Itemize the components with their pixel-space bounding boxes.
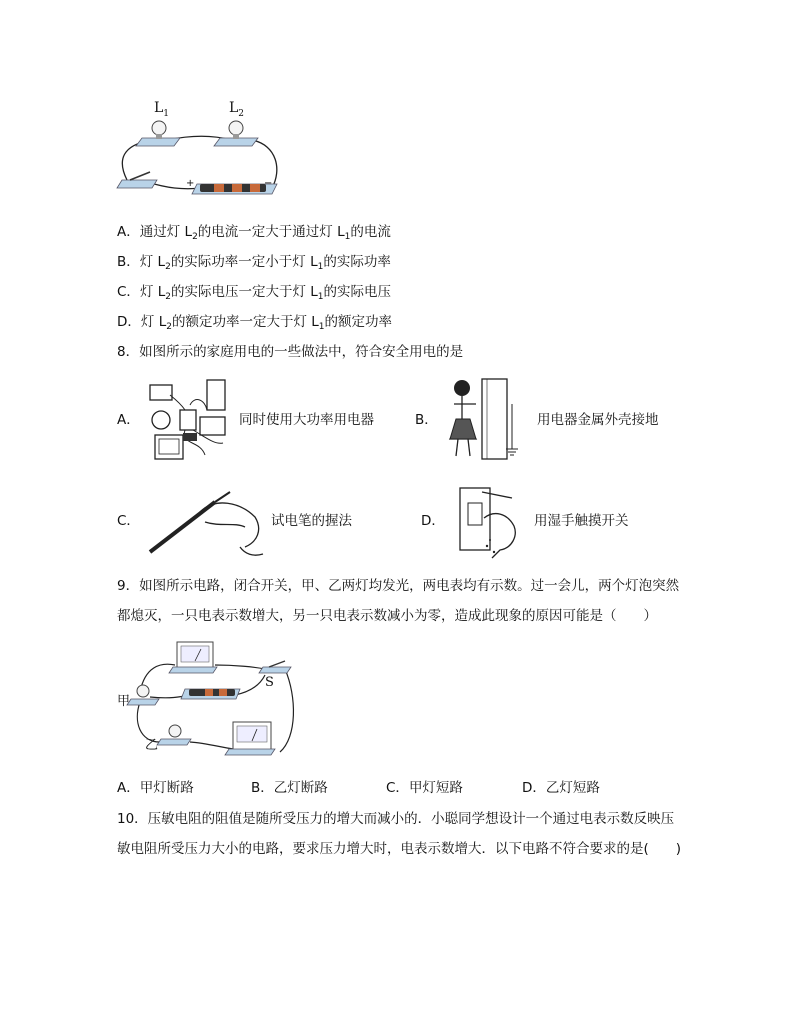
q7-label-l2: $L_2$ — [229, 100, 245, 119]
q8-option-d-caption: 用湿手触摸开关 — [534, 513, 629, 529]
q8-option-c-caption: 试电笔的握法 — [271, 513, 352, 529]
q8-option-b-image — [440, 374, 535, 464]
q8-option-c-image — [145, 482, 267, 562]
q9-stem-line2: 都熄灭，一只电表示数增大，另一只电表示数减小为零，造成此现象的原因可能是（ ） — [117, 608, 657, 624]
q9-circuit-figure — [115, 637, 300, 767]
q8-option-b-caption: 用电器金属外壳接地 — [537, 412, 659, 428]
q10-stem-line1: 10．压敏电阻的阻值是随所受压力的增大而减小的．小聪同学想设计一个通过电表示数反映压 — [117, 811, 675, 827]
q7-label-l1: $L_1$ — [154, 100, 170, 119]
q9-label-switch: S — [265, 675, 274, 690]
q9-stem-line1: 9．如图所示电路，闭合开关，甲、乙两灯均发光，两电表均有示数。过一会儿，两个灯泡突然 — [117, 578, 680, 594]
q7-battery-plus: + — [186, 178, 195, 189]
q8-option-a-image — [145, 375, 235, 465]
q7-option-d: D．灯 $L_2$的额定功率一定大于灯 $L_1$的额定功率 — [117, 314, 392, 332]
q9-circuit-diagram — [115, 637, 300, 767]
q9-label-yi: 乙 — [145, 738, 159, 753]
q9-option-c: C．甲灯短路 — [386, 780, 463, 796]
q8-option-a-caption: 同时使用大功率用电器 — [239, 412, 374, 428]
q8-option-d-letter: D． — [421, 513, 445, 529]
q7-circuit-diagram — [112, 100, 287, 200]
q10-stem-line2: 敏电阻所受压力大小的电路，要求压力增大时，电表示数增大．以下电路不符合要求的是( ) — [117, 841, 682, 857]
q8-option-a-letter: A． — [117, 412, 140, 428]
q7-option-a: A．通过灯 $L_2$的电流一定大于通过灯 $L_1$的电流 — [117, 224, 391, 242]
q7-option-c: C．灯 $L_2$的实际电压一定大于灯 $L_1$的实际电压 — [117, 284, 392, 302]
q7-circuit-figure — [112, 100, 287, 200]
q7-battery-minus: − — [264, 178, 273, 189]
q8-option-d-image — [452, 478, 532, 560]
q8-stem: 8．如图所示的家庭用电的一些做法中，符合安全用电的是 — [117, 344, 464, 360]
q8-option-b-letter: B． — [415, 412, 438, 428]
q9-option-b: B．乙灯断路 — [251, 780, 328, 796]
q9-label-jia: 甲 — [117, 694, 131, 709]
q8-option-c-letter: C． — [117, 513, 140, 529]
q7-option-b: B．灯 $L_2$的实际功率一定小于灯 $L_1$的实际功率 — [117, 254, 391, 272]
q9-option-d: D．乙灯短路 — [522, 780, 600, 796]
q9-option-a: A．甲灯断路 — [117, 780, 194, 796]
